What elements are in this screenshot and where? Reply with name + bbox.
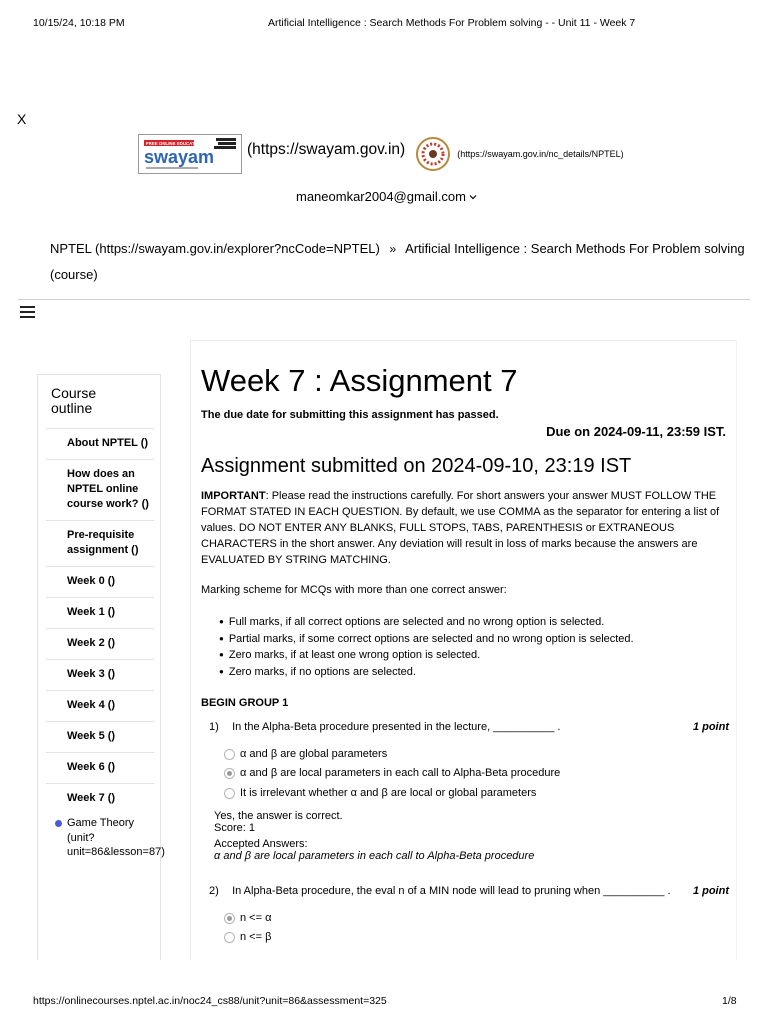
swayam-logo[interactable]	[138, 134, 242, 174]
answer-option[interactable]	[224, 767, 560, 779]
answer-option[interactable]	[224, 787, 536, 799]
breadcrumb-course-link[interactable]: Artificial Intelligence : Search Methods For Problem solving (course)	[50, 241, 745, 282]
sidebar-item-week-1[interactable]: Week 1 ()	[46, 597, 154, 628]
important-text: : Please read the instructions carefully. For short answers your answer MUST FOLLOW THE FORMAT STATED IN EACH QUESTION. By default, we use COMMA as the separator for entering a list of values. DO NOT ENTER ANY BLANKS, FULL STOPS, TABS, PARENTHESIS or EXTRANEOUS CHARACTERS in the short answer. Any deviation will result in loss of marks because the answers are EVALUATED BY STRING MATCHING.	[201, 490, 720, 566]
course-outline-sidebar	[37, 374, 165, 960]
score-text: Score: 1	[214, 822, 255, 834]
sidebar-item-week-7[interactable]: Week 7 ()	[46, 783, 154, 814]
user-menu[interactable]	[296, 189, 477, 204]
instructions	[201, 488, 731, 568]
list-item: ● Full marks, if all correct options are selected and no wrong option is selected.	[219, 614, 634, 631]
accepted-answers-label: Accepted Answers:	[214, 838, 308, 850]
sidebar-item-prerequisite[interactable]: Pre-requisite assignment ()	[46, 520, 154, 566]
sidebar-item-week-5[interactable]: Week 5 ()	[46, 721, 154, 752]
sidebar-item-how-it-works[interactable]: How does an NPTEL online course work? ()	[46, 459, 154, 520]
question-number: 2)	[209, 885, 219, 897]
feedback-text: Yes, the answer is correct.	[214, 810, 343, 822]
sidebar-item-week-3[interactable]: Week 3 ()	[46, 659, 154, 690]
page-number: 1/8	[722, 995, 737, 1007]
course-outline-list	[46, 428, 165, 864]
header-logos	[138, 134, 624, 174]
nptel-link[interactable]: (https://swayam.gov.in/nc_details/NPTEL)	[457, 149, 624, 159]
sidebar-item-week-4[interactable]: Week 4 ()	[46, 690, 154, 721]
group-label: BEGIN GROUP 1	[201, 697, 289, 709]
breadcrumb-separator: »	[389, 242, 397, 256]
option-label: n <= β	[240, 931, 272, 943]
question-number: 1)	[209, 721, 219, 733]
sidebar-item-week-6[interactable]: Week 6 ()	[46, 752, 154, 783]
due-passed-notice: The due date for submitting this assignment has passed.	[201, 409, 499, 421]
answer-option[interactable]	[224, 748, 387, 760]
question-2	[209, 885, 729, 897]
list-item: ● Zero marks, if no options are selected.	[219, 664, 634, 681]
marking-scheme-list	[219, 614, 634, 680]
user-email: maneomkar2004@gmail.com	[296, 189, 466, 204]
sidebar-subitem-label: Game Theory (unit?unit=86&lesson=87)	[67, 817, 165, 858]
list-item: ● Zero marks, if at least one wrong option is selected.	[219, 647, 634, 664]
submitted-timestamp: Assignment submitted on 2024-09-10, 23:19 IST	[201, 455, 632, 477]
chevron-down-icon	[469, 193, 477, 201]
accepted-answer: α and β are local parameters in each call to Alpha-Beta procedure	[214, 850, 535, 862]
sidebar-subitem-game-theory[interactable]	[46, 814, 165, 864]
important-label: IMPORTANT	[201, 490, 266, 502]
sidebar-item-week-0[interactable]: Week 0 ()	[46, 566, 154, 597]
option-label: n <= α	[240, 912, 272, 924]
assignment-panel	[190, 340, 737, 960]
option-label: α and β are local parameters in each call to Alpha-Beta procedure	[240, 767, 561, 779]
due-date: Due on 2024-09-11, 23:59 IST.	[546, 424, 726, 439]
sidebar-item-about-nptel[interactable]: About NPTEL ()	[46, 428, 154, 459]
radio-button[interactable]	[224, 913, 235, 924]
print-datetime: 10/15/24, 10:18 PM	[33, 17, 125, 29]
breadcrumb	[50, 236, 750, 288]
question-text: In the Alpha-Beta procedure presented in the lecture, __________ .	[232, 721, 561, 733]
nptel-logo-icon[interactable]	[415, 136, 451, 172]
swayam-link[interactable]: (https://swayam.gov.in)	[247, 141, 406, 158]
radio-button[interactable]	[224, 749, 235, 760]
answer-option[interactable]	[224, 931, 271, 943]
close-button[interactable]: X	[17, 111, 27, 127]
hamburger-menu-icon[interactable]	[20, 306, 35, 320]
question-1	[209, 721, 729, 733]
option-label: It is irrelevant whether α and β are local or global parameters	[240, 787, 537, 799]
breadcrumb-nptel-link[interactable]: NPTEL (https://swayam.gov.in/explorer?ncCode=NPTEL)	[50, 241, 380, 256]
question-feedback	[214, 810, 534, 862]
course-outline-title: Course outline	[51, 385, 97, 416]
question-points: 1 point	[692, 721, 729, 733]
divider	[18, 299, 750, 300]
print-url: https://onlinecourses.nptel.ac.in/noc24_cs88/unit?unit=86&assessment=325	[33, 995, 387, 1007]
list-item: ● Partial marks, if some correct options are selected and no wrong option is selected.	[219, 631, 634, 648]
question-text: In Alpha-Beta procedure, the eval n of a MIN node will lead to pruning when __________ .	[232, 885, 671, 897]
print-title: Artificial Intelligence : Search Methods For Problem solving - - Unit 11 - Week 7	[268, 17, 636, 29]
option-label: α and β are global parameters	[240, 748, 388, 760]
question-points: 1 point	[692, 885, 729, 897]
marking-scheme-intro: Marking scheme for MCQs with more than one correct answer:	[201, 584, 507, 596]
radio-button[interactable]	[224, 768, 235, 779]
radio-button[interactable]	[224, 788, 235, 799]
page-title: Week 7 : Assignment 7	[201, 363, 518, 398]
radio-button[interactable]	[224, 932, 235, 943]
svg-text:swayam: swayam	[144, 147, 215, 167]
bullet-dot-icon	[55, 820, 62, 827]
answer-option[interactable]	[224, 912, 271, 924]
sidebar-item-week-2[interactable]: Week 2 ()	[46, 628, 154, 659]
svg-text:FREE ONLINE EDUCATION: FREE ONLINE EDUCATION	[146, 141, 203, 146]
